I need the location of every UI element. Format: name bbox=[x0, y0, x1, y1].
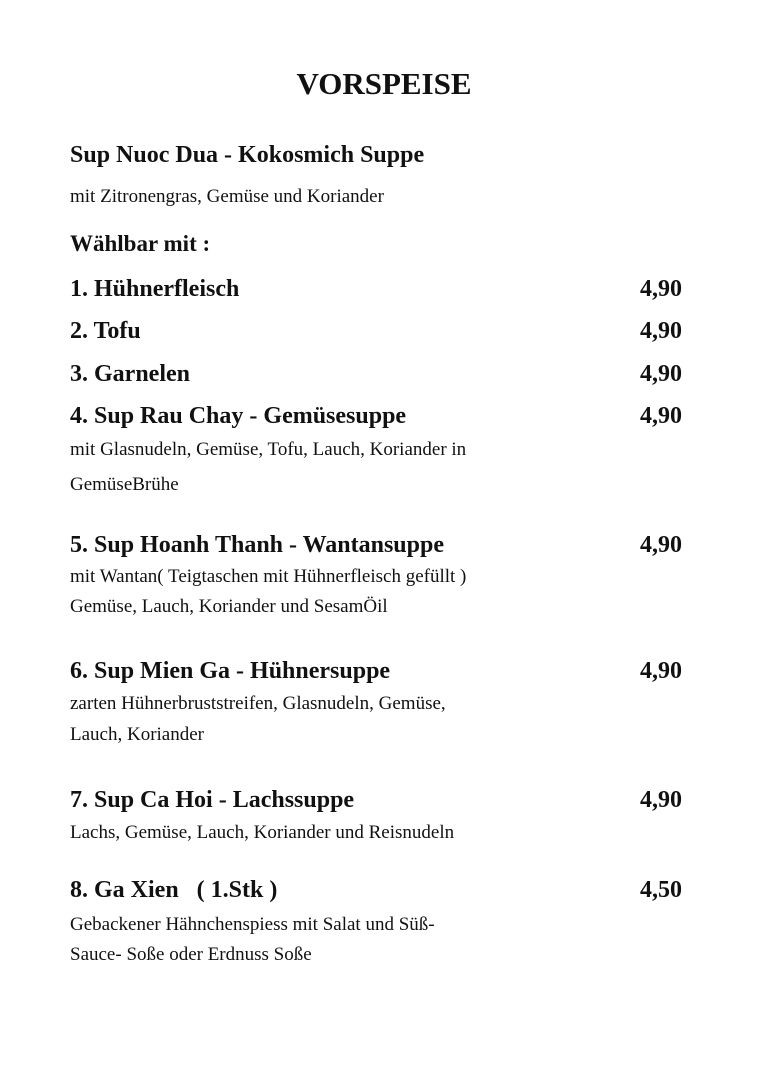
menu-item-price: 4,50 bbox=[640, 877, 682, 903]
menu-item-description-line: Sauce- Soße oder Erdnuss Soße bbox=[70, 944, 312, 965]
option-price: 4,90 bbox=[640, 361, 682, 387]
option-row-shrimp bbox=[70, 361, 682, 393]
menu-item-name: 8. Ga Xien ( 1.Stk ) bbox=[70, 877, 278, 903]
menu-item-name: 7. Sup Ca Hoi - Lachssuppe bbox=[70, 787, 355, 813]
menu-item-price: 4,90 bbox=[640, 403, 682, 429]
menu-item-4 bbox=[70, 403, 682, 435]
option-price: 4,90 bbox=[640, 318, 682, 344]
menu-item-name: 4. Sup Rau Chay - Gemüsesuppe bbox=[70, 403, 407, 429]
option-name: 2. Tofu bbox=[70, 318, 141, 344]
menu-item-description-line: Lauch, Koriander bbox=[70, 724, 204, 745]
menu-item-7 bbox=[70, 787, 682, 819]
option-name: 3. Garnelen bbox=[70, 361, 190, 387]
menu-item-description-line: mit Glasnudeln, Gemüse, Tofu, Lauch, Koriander in bbox=[70, 439, 467, 460]
menu-item-description-line: GemüseBrühe bbox=[70, 474, 179, 495]
coconut-soup-name: Sup Nuoc Dua - Kokosmich Suppe bbox=[70, 142, 425, 168]
menu-item-name: 6. Sup Mien Ga - Hühnersuppe bbox=[70, 658, 391, 684]
menu-item-description-line: Gebackener Hähnchenspiess mit Salat und Süß- bbox=[70, 914, 435, 935]
menu-item-price: 4,90 bbox=[640, 532, 682, 558]
option-row-tofu bbox=[70, 318, 682, 350]
menu-item-price: 4,90 bbox=[640, 658, 682, 684]
menu-item-description-line: Lachs, Gemüse, Lauch, Koriander und Reisnudeln bbox=[70, 822, 455, 843]
menu-item-6 bbox=[70, 658, 682, 690]
menu-item-name: 5. Sup Hoanh Thanh - Wantansuppe bbox=[70, 532, 444, 558]
option-name: 1. Hühnerfleisch bbox=[70, 276, 240, 302]
menu-item-description-line: Gemüse, Lauch, Koriander und SesamÖil bbox=[70, 596, 388, 617]
option-row-chicken bbox=[70, 276, 682, 308]
menu-item-8 bbox=[70, 877, 682, 909]
menu-item-description-line: mit Wantan( Teigtaschen mit Hühnerfleisch gefüllt ) bbox=[70, 566, 467, 587]
menu-item-5 bbox=[70, 532, 682, 564]
page-title: VORSPEISE bbox=[296, 66, 472, 101]
menu-item-description-line: zarten Hühnerbruststreifen, Glasnudeln, Gemüse, bbox=[70, 693, 446, 714]
option-price: 4,90 bbox=[640, 276, 682, 302]
menu-item-price: 4,90 bbox=[640, 787, 682, 813]
choose-label: Wählbar mit : bbox=[70, 231, 211, 256]
coconut-soup-description: mit Zitronengras, Gemüse und Koriander bbox=[70, 186, 384, 207]
